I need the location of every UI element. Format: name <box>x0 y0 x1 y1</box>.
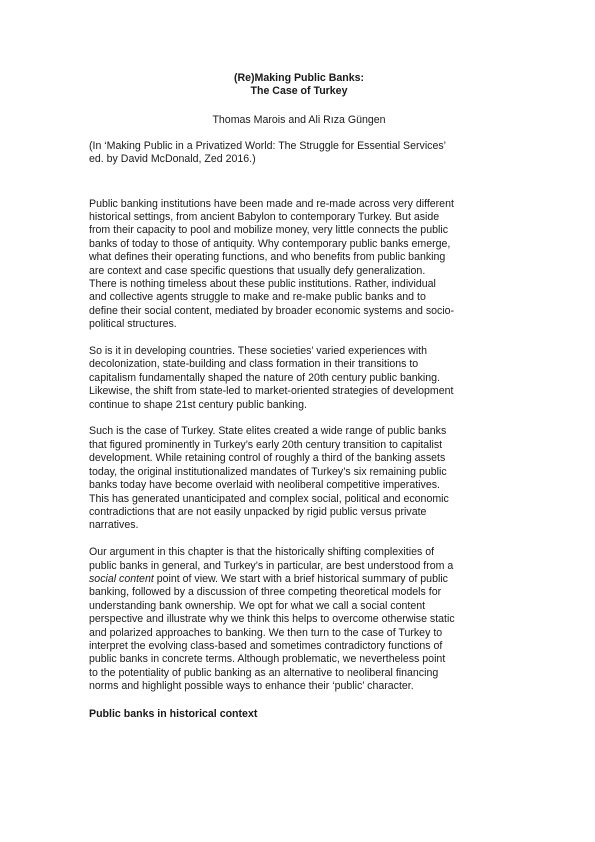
p4-line-3 <box>89 573 509 586</box>
p4-rest-lines <box>89 586 509 693</box>
paragraph-line: political structures. <box>89 318 177 331</box>
title-line-1: (Re)Making Public Banks: <box>233 72 365 84</box>
paragraph-line: banks today have become overlaid with neoliberal competitive imperatives. <box>89 479 440 492</box>
paragraph-1 <box>89 198 509 332</box>
paragraph-line: public banks in concrete terms. Although problematic, we nevertheless point <box>89 653 446 666</box>
paragraph-line: perspective and illustrate why we think this helps to overcome otherwise static <box>89 613 455 626</box>
p4-line-2: public banks in general, and Turkey’s in particular, are best understood from a <box>89 559 454 572</box>
citation-note <box>89 140 509 167</box>
paragraph-line: There is nothing timeless about these public institutions. Rather, individual <box>89 278 436 291</box>
citation-line-1: (In ‘Making Public in a Privatized World: The Struggle for Essential Services’ <box>89 140 447 152</box>
paragraph-line: This has generated unanticipated and complex social, political and economic <box>89 492 449 505</box>
paragraph-line: So is it in developing countries. These societies’ varied experiences with <box>89 345 428 358</box>
paragraph-line: understanding bank ownership. We opt for what we call a social content <box>89 599 426 612</box>
paragraph-line: historical settings, from ancient Babylon to contemporary Turkey. But aside <box>89 211 440 223</box>
paragraph-line: what defines their operating functions, and who benefits from public banking <box>89 251 446 264</box>
paragraph-line: today, the original institutionalized mandates of Turkey’s six remaining public <box>89 465 447 478</box>
paragraph-line: from their capacity to pool and mobilize money, very little connects the public <box>89 224 448 237</box>
document-page <box>89 72 509 721</box>
paper-title <box>89 72 509 98</box>
paragraph-line: that figured prominently in Turkey’s early 20th century transition to capitalist <box>89 438 443 451</box>
paragraph-4 <box>89 546 509 693</box>
paragraph-line: interpret the evolving class-based and sometimes contradictory functions of <box>89 639 443 652</box>
paragraph-line: capitalism fundamentally shaped the nature of 20th century public banking. <box>89 371 440 384</box>
title-line-2: The Case of Turkey <box>250 85 348 97</box>
paragraph-line: and polarized approaches to banking. We then turn to the case of Turkey to <box>89 626 443 639</box>
paragraph-3 <box>89 425 509 532</box>
paragraph-line: development. While retaining control of roughly a third of the banking assets <box>89 452 446 465</box>
paragraph-line: Such is the case of Turkey. State elites created a wide range of public banks <box>89 425 447 438</box>
p4-emphasis: social content <box>89 572 154 585</box>
paragraph-line: Likewise, the shift from state-led to market-oriented strategies of development <box>89 385 454 398</box>
paragraph-line: to the potentiality of public banking as an alternative to neoliberal financing <box>89 666 439 679</box>
paragraph-line: Public banking institutions have been made and re-made across very different <box>89 197 454 210</box>
paragraph-line: decolonization, state-building and class formation in their transitions to <box>89 358 419 371</box>
paragraph-line: narratives. <box>89 519 139 532</box>
citation-line-2: ed. by David McDonald, Zed 2016.) <box>89 153 256 166</box>
section-heading: Public banks in historical context <box>89 707 258 720</box>
paragraph-line: are context and case specific questions that usually defy generalization. <box>89 264 426 277</box>
paragraph-line: define their social content, mediated by broader economic systems and socio- <box>89 304 455 317</box>
authors: Thomas Marois and Ali Rıza Güngen <box>212 114 386 126</box>
body-text <box>89 198 509 694</box>
paragraph-line: continue to shape 21st century public banking. <box>89 398 307 411</box>
paragraph-line: contradictions that are not easily unpacked by rigid public versus private <box>89 505 427 518</box>
p4-line-1: Our argument in this chapter is that the historically shifting complexities of <box>89 546 435 559</box>
paragraph-2 <box>89 345 509 412</box>
p4-line-3-rest: point of view. We start with a brief historical summary of public <box>153 572 448 585</box>
paragraph-line: banking, followed by a discussion of three competing theoretical models for <box>89 586 442 599</box>
paragraphs <box>89 198 509 533</box>
paragraph-line: and collective agents struggle to make and re-make public banks and to <box>89 291 426 304</box>
paragraph-line: banks of today to those of antiquity. Why contemporary public banks emerge, <box>89 237 451 250</box>
paragraph-line: norms and highlight possible ways to enhance their ‘public’ character. <box>89 680 414 693</box>
